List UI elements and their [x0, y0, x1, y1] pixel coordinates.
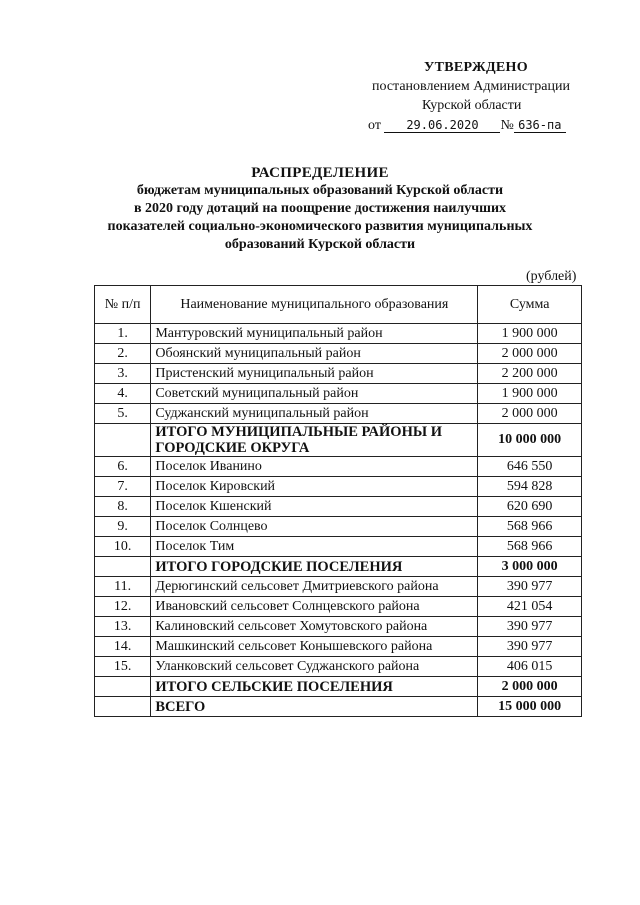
approval-date: 29.06.2020	[384, 118, 500, 133]
cell-name: Мантуровский муниципальный район	[151, 324, 478, 344]
total-row	[95, 424, 582, 457]
approval-line-1: постановлением Администрации	[372, 79, 570, 94]
cell-sum: 3 000 000	[478, 557, 582, 577]
table-header-row	[95, 286, 582, 324]
number-prefix: №	[500, 118, 514, 133]
cell-name: ВСЕГО	[151, 697, 478, 717]
cell-number: 2.	[95, 344, 151, 364]
table-row	[95, 477, 582, 497]
cell-number: 10.	[95, 537, 151, 557]
table-row	[95, 344, 582, 364]
cell-sum: 620 690	[478, 497, 582, 517]
cell-number: 3.	[95, 364, 151, 384]
title-line-1: бюджетам муниципальных образований Курской области	[136, 183, 504, 198]
cell-name: Поселок Кшенский	[151, 497, 478, 517]
cell-number: 14.	[95, 637, 151, 657]
total-row	[95, 557, 582, 577]
cell-sum: 390 977	[478, 577, 582, 597]
cell-name: Суджанский муниципальный район	[151, 404, 478, 424]
cell-name: Поселок Кировский	[151, 477, 478, 497]
header-number: № п/п	[95, 286, 151, 324]
cell-sum: 15 000 000	[478, 697, 582, 717]
cell-name: Калиновский сельсовет Хомутовского района	[151, 617, 478, 637]
cell-name: Обоянский муниципальный район	[151, 344, 478, 364]
units-label: (рублей)	[526, 269, 577, 284]
cell-name: Поселок Иванино	[151, 457, 478, 477]
cell-name: Поселок Солнцево	[151, 517, 478, 537]
table-row	[95, 537, 582, 557]
cell-sum: 568 966	[478, 537, 582, 557]
header-name: Наименование муниципального образования	[151, 286, 478, 324]
table-row	[95, 577, 582, 597]
cell-sum: 568 966	[478, 517, 582, 537]
cell-name: Машкинский сельсовет Конышевского района	[151, 637, 478, 657]
cell-sum: 421 054	[478, 597, 582, 617]
table-row	[95, 517, 582, 537]
cell-name: Дерюгинский сельсовет Дмитриевского района	[151, 577, 478, 597]
cell-number: 9.	[95, 517, 151, 537]
approval-line-2: Курской области	[422, 98, 522, 113]
cell-name: ИТОГО ГОРОДСКИЕ ПОСЕЛЕНИЯ	[151, 557, 478, 577]
table-row	[95, 457, 582, 477]
header-sum: Сумма	[478, 286, 582, 324]
approval-number: 636-па	[514, 118, 566, 133]
table-row	[95, 497, 582, 517]
cell-number: 13.	[95, 617, 151, 637]
cell-number: 15.	[95, 657, 151, 677]
title-line-4: образований Курской области	[224, 237, 416, 252]
table-row	[95, 324, 582, 344]
cell-sum: 406 015	[478, 657, 582, 677]
cell-sum: 390 977	[478, 637, 582, 657]
table-row	[95, 657, 582, 677]
cell-sum: 2 200 000	[478, 364, 582, 384]
title-line-2: в 2020 году дотаций на поощрение достижения наилучших	[133, 201, 507, 216]
cell-name: Советский муниципальный район	[151, 384, 478, 404]
cell-number	[95, 557, 151, 577]
table-row	[95, 617, 582, 637]
approval-date-line	[368, 116, 600, 135]
cell-name: Поселок Тим	[151, 537, 478, 557]
cell-name: ИТОГО МУНИЦИПАЛЬНЫЕ РАЙОНЫ И ГОРОДСКИЕ ОКРУГА	[151, 424, 478, 457]
cell-name: ИТОГО СЕЛЬСКИЕ ПОСЕЛЕНИЯ	[151, 677, 478, 697]
table-row	[95, 597, 582, 617]
cell-sum: 1 900 000	[478, 324, 582, 344]
cell-number: 6.	[95, 457, 151, 477]
cell-number: 11.	[95, 577, 151, 597]
title-heading: РАСПРЕДЕЛЕНИЕ	[251, 165, 389, 181]
cell-number	[95, 424, 151, 457]
cell-number: 1.	[95, 324, 151, 344]
distribution-table	[94, 285, 582, 717]
table-row	[95, 637, 582, 657]
date-prefix: от	[368, 118, 381, 133]
cell-sum: 10 000 000	[478, 424, 582, 457]
cell-number: 8.	[95, 497, 151, 517]
title-line-3: показателей социально-экономического развития муниципальных	[107, 219, 533, 234]
cell-sum: 1 900 000	[478, 384, 582, 404]
total-row	[95, 677, 582, 697]
table-row	[95, 364, 582, 384]
cell-name: Уланковский сельсовет Суджанского района	[151, 657, 478, 677]
cell-name: Пристенский муниципальный район	[151, 364, 478, 384]
document-title	[80, 164, 560, 254]
cell-number: 7.	[95, 477, 151, 497]
cell-number	[95, 677, 151, 697]
cell-sum: 2 000 000	[478, 344, 582, 364]
cell-name: Ивановский сельсовет Солнцевского района	[151, 597, 478, 617]
cell-sum: 390 977	[478, 617, 582, 637]
cell-sum: 2 000 000	[478, 404, 582, 424]
approval-heading: УТВЕРЖДЕНО	[424, 60, 528, 75]
cell-sum: 594 828	[478, 477, 582, 497]
cell-number	[95, 697, 151, 717]
total-row	[95, 697, 582, 717]
cell-number: 5.	[95, 404, 151, 424]
cell-number: 4.	[95, 384, 151, 404]
table-row	[95, 404, 582, 424]
cell-sum: 2 000 000	[478, 677, 582, 697]
cell-number: 12.	[95, 597, 151, 617]
table-row	[95, 384, 582, 404]
cell-sum: 646 550	[478, 457, 582, 477]
